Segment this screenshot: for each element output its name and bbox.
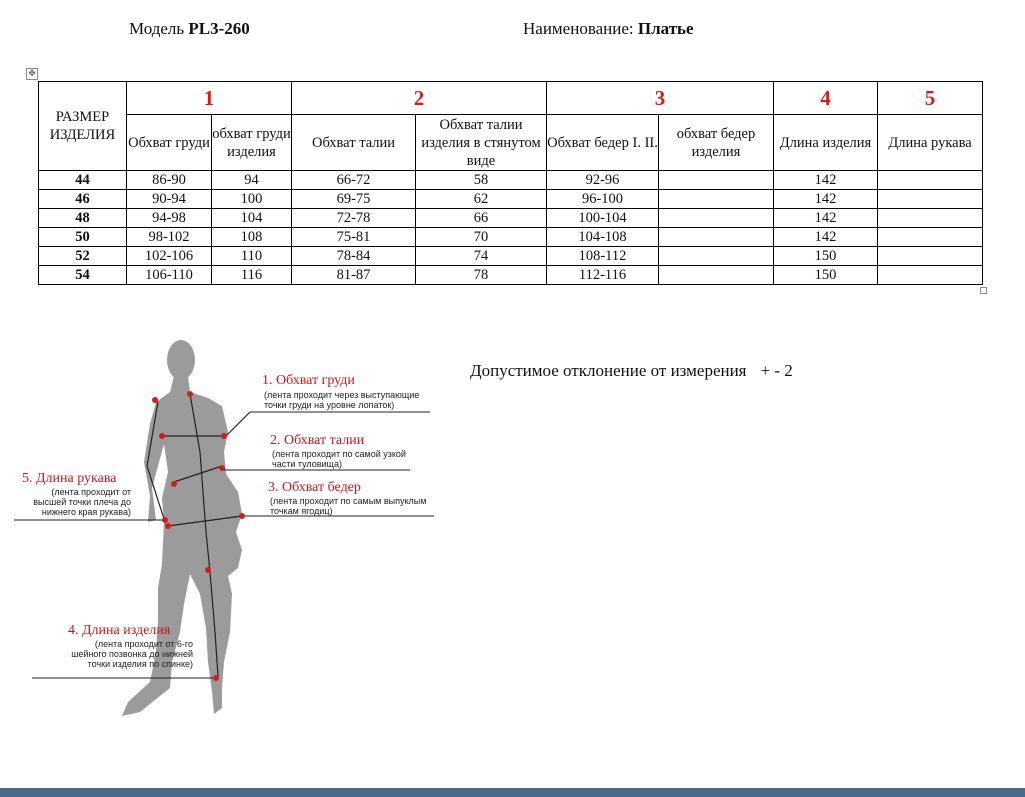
size-header: РАЗМЕР ИЗДЕЛИЯ	[39, 82, 127, 171]
table-cell	[659, 209, 774, 228]
column-header: Обхват талии изделия в стянутом виде	[416, 115, 547, 171]
label-length-desc2: шейного позвонка до нижней	[71, 649, 193, 659]
label-length-desc3: точки изделия по спинке)	[87, 659, 193, 669]
table-row	[39, 209, 983, 228]
table-cell: 70	[416, 228, 547, 247]
table-row	[39, 247, 983, 266]
table-cell: 116	[212, 266, 292, 285]
table-cell: 108-112	[547, 247, 659, 266]
label-sleeve-desc3: нижнего края рукава)	[41, 507, 131, 517]
tolerance-text: Допустимое отклонение от измерения	[470, 361, 747, 380]
table-cell: 150	[774, 247, 878, 266]
size-cell: 50	[39, 228, 127, 247]
label-chest-title: 1. Обхват груди	[262, 373, 355, 388]
column-header: обхват бедер изделия	[659, 115, 774, 171]
table-cell: 104	[212, 209, 292, 228]
table-row	[39, 190, 983, 209]
table-cell: 94-98	[127, 209, 212, 228]
table-cell: 94	[212, 171, 292, 190]
tolerance-value: + - 2	[760, 361, 793, 380]
group-header-5: 5	[878, 82, 983, 115]
name-value: Платье	[637, 19, 694, 38]
table-cell: 104-108	[547, 228, 659, 247]
table-cell: 106-110	[127, 266, 212, 285]
table-cell: 75-81	[292, 228, 416, 247]
table-cell: 74	[416, 247, 547, 266]
table-cell	[878, 190, 983, 209]
name-heading	[523, 19, 694, 39]
table-cell: 78	[416, 266, 547, 285]
label-waist-desc1: (лента проходит по самой узкой	[272, 449, 406, 459]
model-heading	[129, 19, 250, 39]
table-row	[39, 266, 983, 285]
column-header: Обхват талии	[292, 115, 416, 171]
table-cell	[659, 228, 774, 247]
table-cell: 100-104	[547, 209, 659, 228]
column-header: обхват груди изделия	[212, 115, 292, 171]
table-row	[39, 228, 983, 247]
table-cell: 98-102	[127, 228, 212, 247]
model-value: PL3-260	[188, 19, 250, 38]
table-cell: 150	[774, 266, 878, 285]
table-cell: 110	[212, 247, 292, 266]
table-cell: 69-75	[292, 190, 416, 209]
column-header: Обхват бедер I. II.	[547, 115, 659, 171]
table-resize-handle-icon[interactable]	[980, 287, 987, 294]
table-cell: 142	[774, 209, 878, 228]
size-table	[38, 81, 983, 285]
table-cell	[659, 247, 774, 266]
tolerance-note	[470, 361, 793, 381]
label-hips-desc2: точкам ягодиц)	[270, 506, 333, 516]
column-header: Обхват груди	[127, 115, 212, 171]
name-label: Наименование:	[523, 19, 638, 38]
group-header-3: 3	[547, 82, 774, 115]
label-chest-desc2: точки груди на уровне лопаток)	[264, 400, 395, 410]
table-cell	[878, 247, 983, 266]
table-cell	[878, 266, 983, 285]
table-cell	[878, 209, 983, 228]
table-cell	[659, 266, 774, 285]
table-cell: 96-100	[547, 190, 659, 209]
table-cell: 142	[774, 190, 878, 209]
label-length-title: 4. Длина изделия	[68, 623, 171, 638]
table-cell: 112-116	[547, 266, 659, 285]
table-cell: 86-90	[127, 171, 212, 190]
label-chest-desc1: (лента проходит через выступающие	[264, 390, 420, 400]
table-cell: 78-84	[292, 247, 416, 266]
group-header-4: 4	[774, 82, 878, 115]
table-cell: 142	[774, 171, 878, 190]
size-cell: 46	[39, 190, 127, 209]
size-cell: 54	[39, 266, 127, 285]
column-header: Длина рукава	[878, 115, 983, 171]
table-cell: 72-78	[292, 209, 416, 228]
table-cell	[878, 171, 983, 190]
table-cell: 66	[416, 209, 547, 228]
size-cell: 44	[39, 171, 127, 190]
table-cell: 58	[416, 171, 547, 190]
table-cell: 92-96	[547, 171, 659, 190]
measurement-figure	[10, 332, 470, 732]
column-header: Длина изделия	[774, 115, 878, 171]
table-cell	[878, 228, 983, 247]
bottom-bar	[0, 788, 1025, 797]
model-label: Модель	[129, 19, 189, 38]
label-length-desc1: (лента проходит от 6-го	[94, 639, 193, 649]
size-cell: 52	[39, 247, 127, 266]
table-cell: 62	[416, 190, 547, 209]
table-cell: 66-72	[292, 171, 416, 190]
table-cell	[659, 171, 774, 190]
label-sleeve-title: 5. Длина рукава	[22, 471, 117, 486]
label-hips-desc1: (лента проходит по самым выпуклым	[270, 496, 427, 506]
table-move-icon[interactable]: ✥	[26, 68, 38, 80]
label-waist-desc2: части туловища)	[272, 459, 342, 469]
table-cell: 108	[212, 228, 292, 247]
label-sleeve-desc1: (лента проходит от	[51, 487, 131, 497]
group-header-1: 1	[127, 82, 292, 115]
table-cell: 90-94	[127, 190, 212, 209]
table-cell: 81-87	[292, 266, 416, 285]
label-waist-title: 2. Обхват талии	[270, 433, 365, 448]
table-cell	[659, 190, 774, 209]
size-cell: 48	[39, 209, 127, 228]
table-cell: 102-106	[127, 247, 212, 266]
table-row	[39, 171, 983, 190]
label-sleeve-desc2: высшей точки плеча до	[33, 497, 131, 507]
table-cell: 100	[212, 190, 292, 209]
table-cell: 142	[774, 228, 878, 247]
group-header-2: 2	[292, 82, 547, 115]
label-hips-title: 3. Обхват бедер	[268, 480, 361, 495]
